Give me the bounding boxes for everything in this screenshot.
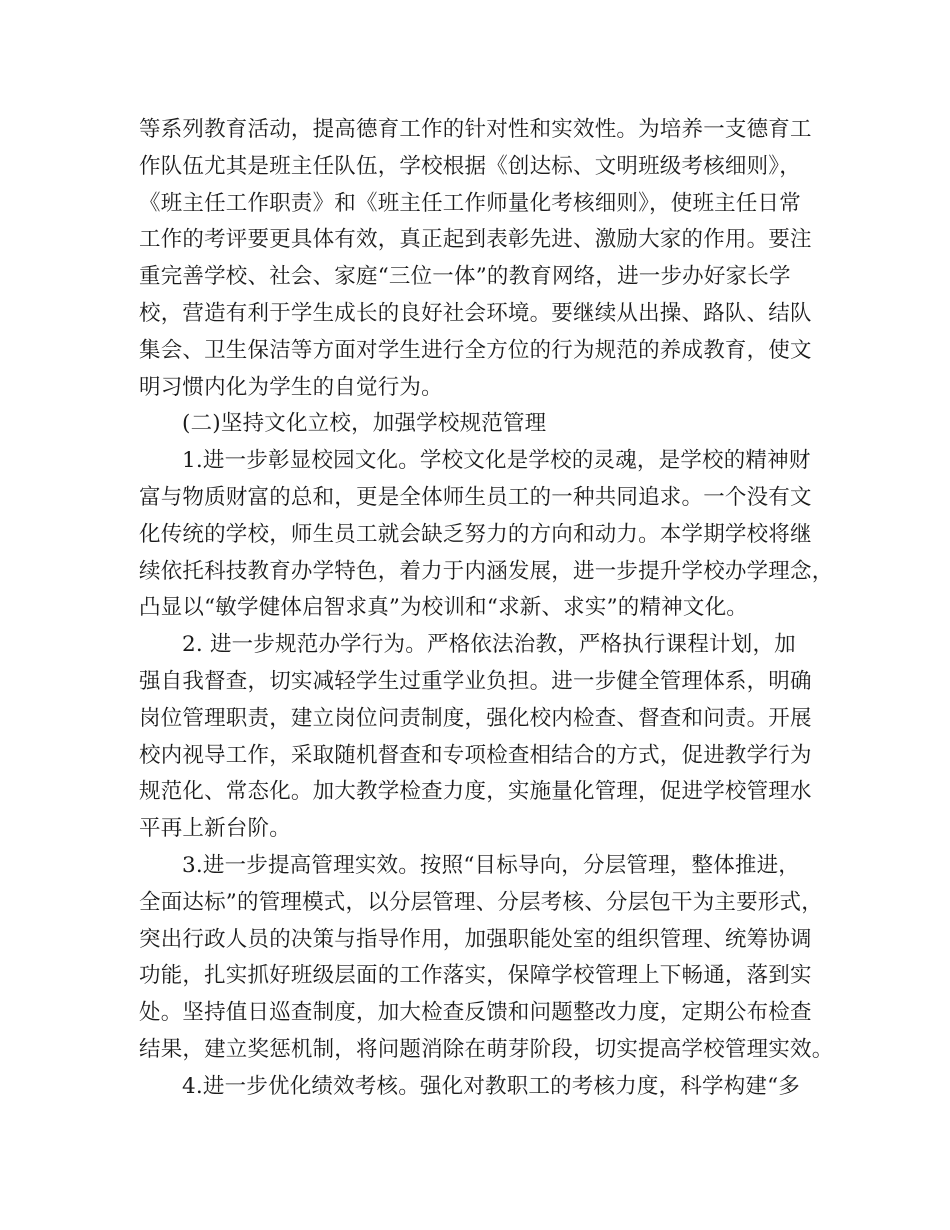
paragraph-start: 4.进一步优化绩效考核。强化对教职工的考核力度，科学构建“多 [182, 1073, 801, 1099]
text-line: 处。坚持值日巡查制度，加大检查反馈和问题整改力度，定期公布检查 [139, 1000, 812, 1026]
paragraph-start: 1.进一步彰显校园文化。学校文化是学校的灵魂，是学校的精神财 [182, 448, 811, 474]
text-line: 规范化、常态化。加大教学检查力度，实施量化管理，促进学校管理水 [139, 779, 812, 805]
text-line: 明习惯内化为学生的自觉行为。 [139, 374, 443, 400]
text-line: 等系列教育活动，提高德育工作的针对性和实效性。为培养一支德育工 [139, 117, 812, 142]
text-line: 续依托科技教育办学特色，着力于内涵发展，进一步提升学校办学理念， [139, 558, 834, 584]
text-line: 集会、卫生保洁等方面对学生进行全方位的行为规范的养成教育，使文 [139, 337, 812, 363]
text-line: 重完善学校、社会、家庭“三位一体”的教育网络，进一步办好家长学 [139, 264, 791, 290]
text-line: 校内视导工作，采取随机督查和专项检查相结合的方式，促进教学行为 [139, 742, 812, 768]
text-line: 结果，建立奖惩机制，将问题消除在萌芽阶段，切实提高学校管理实效。 [139, 1036, 834, 1062]
text-line: 化传统的学校，师生员工就会缺乏努力的方向和动力。本学期学校将继 [139, 521, 812, 547]
document-body [139, 112, 834, 1106]
text-line: 作队伍尤其是班主任队伍，学校根据《创达标、文明班级考核细则》， [139, 153, 801, 179]
text-line: 强自我督查，切实减轻学生过重学业负担。进一步健全管理体系，明确 [139, 668, 812, 694]
text-line: 工作的考评要更具体有效，真正起到表彰先进、激励大家的作用。要注 [139, 227, 812, 253]
paragraph-start: 3.进一步提高管理实效。按照“目标导向，分层管理，整体推进， [182, 852, 801, 878]
text-line: 平再上新台阶。 [139, 816, 291, 842]
section-heading: (二)坚持文化立校，加强学校规范管理 [182, 411, 547, 437]
text-line: 岗位管理职责，建立岗位问责制度，强化校内检查、督查和问责。开展 [139, 705, 812, 731]
text-line: 突出行政人员的决策与指导作用，加强职能处室的组织管理、统筹协调 [139, 926, 812, 952]
text-line: 富与物质财富的总和，更是全体师生员工的一种共同追求。一个没有文 [139, 484, 812, 510]
text-line: 《班主任工作职责》和《班主任工作师量化考核细则》，使班主任日常 [139, 190, 801, 216]
text-line: 凸显以“敏学健体启智求真”为校训和“求新、求实”的精神文化。 [139, 595, 748, 621]
paragraph-start: 2. 进一步规范办学行为。严格依法治教，严格执行课程计划，加 [182, 632, 796, 658]
text-line: 全面达标”的管理模式，以分层管理、分层考核、分层包干为主要形式， [139, 889, 823, 915]
text-line: 功能，扎实抓好班级层面的工作落实，保障学校管理上下畅通，落到实 [139, 963, 812, 989]
text-line: 校，营造有利于学生成长的良好社会环境。要继续从出操、路队、结队 [139, 300, 812, 326]
